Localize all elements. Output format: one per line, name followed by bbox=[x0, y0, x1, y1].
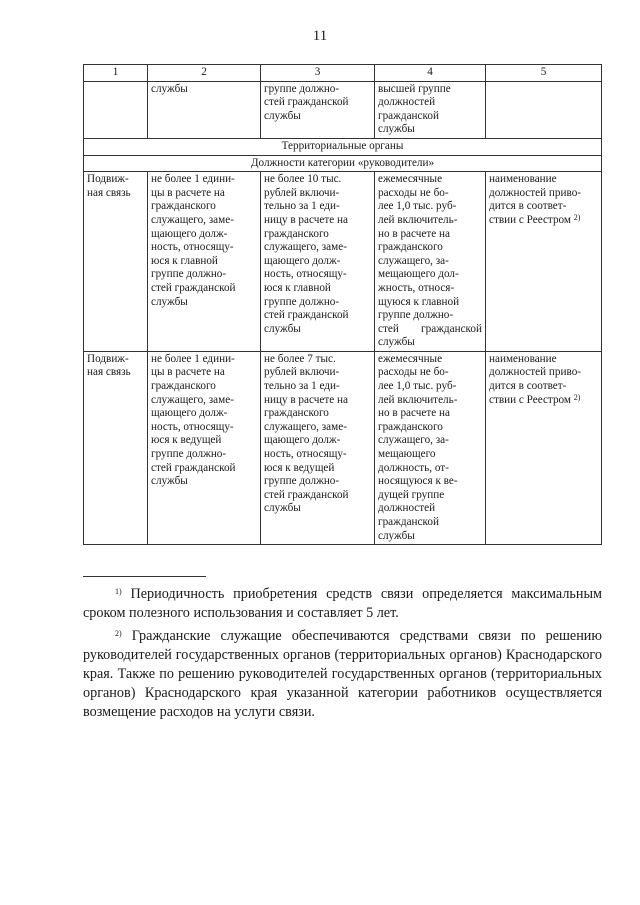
positions-cell bbox=[486, 172, 602, 352]
cell-line: гражданского bbox=[264, 227, 329, 240]
cell-line: гражданской bbox=[378, 516, 439, 528]
expenses-cell bbox=[375, 351, 486, 544]
cell-line: тельно за 1 еди- bbox=[264, 380, 340, 393]
cell-line: высшей группе bbox=[378, 82, 451, 95]
cell-line: дится в соответ- bbox=[489, 200, 567, 213]
cell-line: службы bbox=[151, 82, 188, 95]
cell-line: гражданской bbox=[378, 109, 439, 122]
table-cell bbox=[486, 81, 602, 138]
column-number: 2 bbox=[148, 65, 261, 82]
cell-line: ежемесячные bbox=[378, 173, 443, 186]
page-number: 11 bbox=[312, 28, 328, 44]
cell-line: не более 1 едини- bbox=[151, 352, 235, 365]
cell-line: мещающего дол- bbox=[378, 268, 459, 281]
cell-line: расходы не бо- bbox=[378, 366, 449, 379]
cell-line: гражданского bbox=[151, 200, 216, 213]
footnotes bbox=[83, 585, 602, 726]
footnote bbox=[83, 585, 602, 623]
footnote-divider bbox=[83, 576, 206, 577]
price-cell bbox=[261, 351, 375, 544]
cell-line: носящуюся к ве- bbox=[378, 475, 458, 488]
cell-line: стей гражданской bbox=[264, 309, 349, 322]
footnote-reference: 2) bbox=[573, 392, 581, 402]
cell-line: служащего, заме- bbox=[264, 420, 347, 433]
cell-line: должностей bbox=[378, 502, 436, 515]
cell-line: щающего долж- bbox=[151, 227, 228, 240]
column-number: 3 bbox=[261, 65, 375, 82]
cell-line: ницу в расчете на bbox=[264, 393, 348, 406]
cell-line: Подвиж- bbox=[87, 352, 129, 365]
cell-line: наименование bbox=[489, 352, 557, 365]
quantity-cell bbox=[148, 351, 261, 544]
column-number: 5 bbox=[486, 65, 602, 82]
cell-line: ствии с Реестром $^{2)}$ bbox=[489, 392, 581, 406]
cell-line: дущей группе bbox=[378, 488, 445, 501]
cell-line: группе должно- bbox=[264, 82, 340, 95]
cell-line: не более 1 едини- bbox=[151, 173, 235, 186]
cell-line: должностей приво- bbox=[489, 366, 582, 379]
cell-line: цы в расчете на bbox=[151, 186, 225, 199]
cell-line: группе должно- bbox=[264, 295, 340, 308]
cell-line: должность, от- bbox=[378, 461, 449, 474]
cell-line: служащего, заме- bbox=[151, 213, 234, 226]
cell-line: группе должно- bbox=[151, 448, 227, 461]
cell-line: юся к ведущей bbox=[151, 434, 222, 447]
table-cell bbox=[84, 81, 148, 138]
cell-line: рублей включи- bbox=[264, 186, 340, 199]
cell-line: лей включитель- bbox=[378, 213, 458, 226]
table-cell bbox=[261, 81, 375, 138]
cell-line: щающего долж- bbox=[264, 254, 341, 267]
table-row bbox=[84, 172, 602, 352]
cell-line: ная связь bbox=[87, 186, 131, 199]
cell-line: службы bbox=[378, 123, 415, 136]
category-title: Должности категории «руководители» bbox=[84, 155, 602, 172]
cell-line: должностей bbox=[378, 96, 436, 109]
table-cell bbox=[375, 81, 486, 138]
cell-line: юся к главной bbox=[151, 254, 218, 267]
footnote-text: Периодичность приобретения средств связи определяется максимальным сроком полезного использования и составляет 5 лет. bbox=[83, 586, 602, 621]
cell-line: жность, относя- bbox=[378, 281, 455, 294]
cell-line: службы bbox=[264, 322, 301, 335]
cell-line: ствии с Реестром $^{2)}$ bbox=[489, 212, 581, 226]
device-type-cell bbox=[84, 351, 148, 544]
cell-line: гражданского bbox=[378, 420, 443, 433]
cell-line: гражданского bbox=[151, 380, 216, 393]
footnote-reference: 2) bbox=[573, 212, 581, 222]
cell-line: гражданского bbox=[264, 407, 329, 420]
cell-line: наименование bbox=[489, 173, 557, 186]
cell-line: служащего, заме- bbox=[151, 393, 234, 406]
cell-line: ность, относящу- bbox=[264, 268, 347, 281]
column-number: 1 bbox=[84, 65, 148, 82]
cell-line: ницу в расчете на bbox=[264, 213, 348, 226]
cell-line: службы bbox=[264, 109, 301, 122]
cell-line: стей гражданской bbox=[151, 281, 236, 294]
cell-line: рублей включи- bbox=[264, 366, 340, 379]
cell-line: лее 1,0 тыс. руб- bbox=[378, 380, 457, 393]
cell-line: службы bbox=[264, 502, 301, 515]
cell-line: не более 7 тыс. bbox=[264, 352, 336, 365]
cell-line: щуюся к главной bbox=[378, 295, 460, 308]
cell-line: служащего, заме- bbox=[264, 241, 347, 254]
cell-line: служащего, за- bbox=[378, 434, 449, 447]
cell-line: юся к главной bbox=[264, 281, 331, 294]
cell-line: ежемесячные bbox=[378, 352, 443, 365]
cell-line: ность, относящу- bbox=[151, 420, 234, 433]
cell-line: служащего, за- bbox=[378, 254, 449, 267]
cell-line: группе должно- bbox=[264, 475, 340, 488]
cell-line: должностей приво- bbox=[489, 186, 582, 199]
cell-line: службы bbox=[378, 529, 415, 542]
column-number: 4 bbox=[375, 65, 486, 82]
cell-line: стей гражданской службы bbox=[378, 322, 482, 349]
cell-line: мещающего bbox=[378, 448, 436, 461]
cell-line: щающего долж- bbox=[264, 434, 341, 447]
cell-line: группе должно- bbox=[151, 268, 227, 281]
cell-line: но в расчете на bbox=[378, 407, 450, 420]
footnote bbox=[83, 627, 602, 722]
section-row bbox=[84, 138, 602, 155]
table-cell bbox=[148, 81, 261, 138]
cell-line: стей гражданской bbox=[264, 488, 349, 501]
cell-line: службы bbox=[151, 475, 188, 488]
cell-line: группе должно- bbox=[378, 309, 454, 322]
table-row bbox=[84, 351, 602, 544]
cell-line: лей включитель- bbox=[378, 393, 458, 406]
cell-line: щающего долж- bbox=[151, 407, 228, 420]
price-cell bbox=[261, 172, 375, 352]
cell-line: ность, относящу- bbox=[151, 241, 234, 254]
cell-line: Подвиж- bbox=[87, 173, 129, 186]
cell-line: цы в расчете на bbox=[151, 366, 225, 379]
cell-line: гражданского bbox=[378, 241, 443, 254]
communication-norms-table bbox=[83, 64, 602, 545]
section-title: Территориальные органы bbox=[84, 138, 602, 155]
cell-line: стей гражданской bbox=[264, 96, 349, 109]
footnote-marker: 1) bbox=[115, 587, 122, 596]
category-row bbox=[84, 155, 602, 172]
column-number-row bbox=[84, 65, 602, 82]
quantity-cell bbox=[148, 172, 261, 352]
cell-line: стей гражданской bbox=[151, 461, 236, 474]
cell-line: службы bbox=[151, 295, 188, 308]
positions-cell bbox=[486, 351, 602, 544]
cell-line: расходы не бо- bbox=[378, 186, 449, 199]
device-type-cell bbox=[84, 172, 148, 352]
cell-line: ность, относящу- bbox=[264, 448, 347, 461]
cell-line: ная связь bbox=[87, 366, 131, 379]
cell-line: лее 1,0 тыс. руб- bbox=[378, 200, 457, 213]
footnote-marker: 2) bbox=[115, 629, 122, 638]
cell-line: юся к ведущей bbox=[264, 461, 335, 474]
cell-line: не более 10 тыс. bbox=[264, 173, 342, 186]
cell-line: дится в соответ- bbox=[489, 380, 567, 393]
cell-line: но в расчете на bbox=[378, 227, 450, 240]
cell-line: тельно за 1 еди- bbox=[264, 200, 340, 213]
expenses-cell bbox=[375, 172, 486, 352]
footnote-text: Гражданские служащие обеспечиваются средствами связи по решению руководителей государственных органов (территориальных органов) Краснодарского края. Также по решению руководителей государственных органов (территориальных органов) Краснодарского края указанной категории работников осуществляется возмещение расходов на услуги связи. bbox=[83, 628, 603, 720]
continuation-row bbox=[84, 81, 602, 138]
